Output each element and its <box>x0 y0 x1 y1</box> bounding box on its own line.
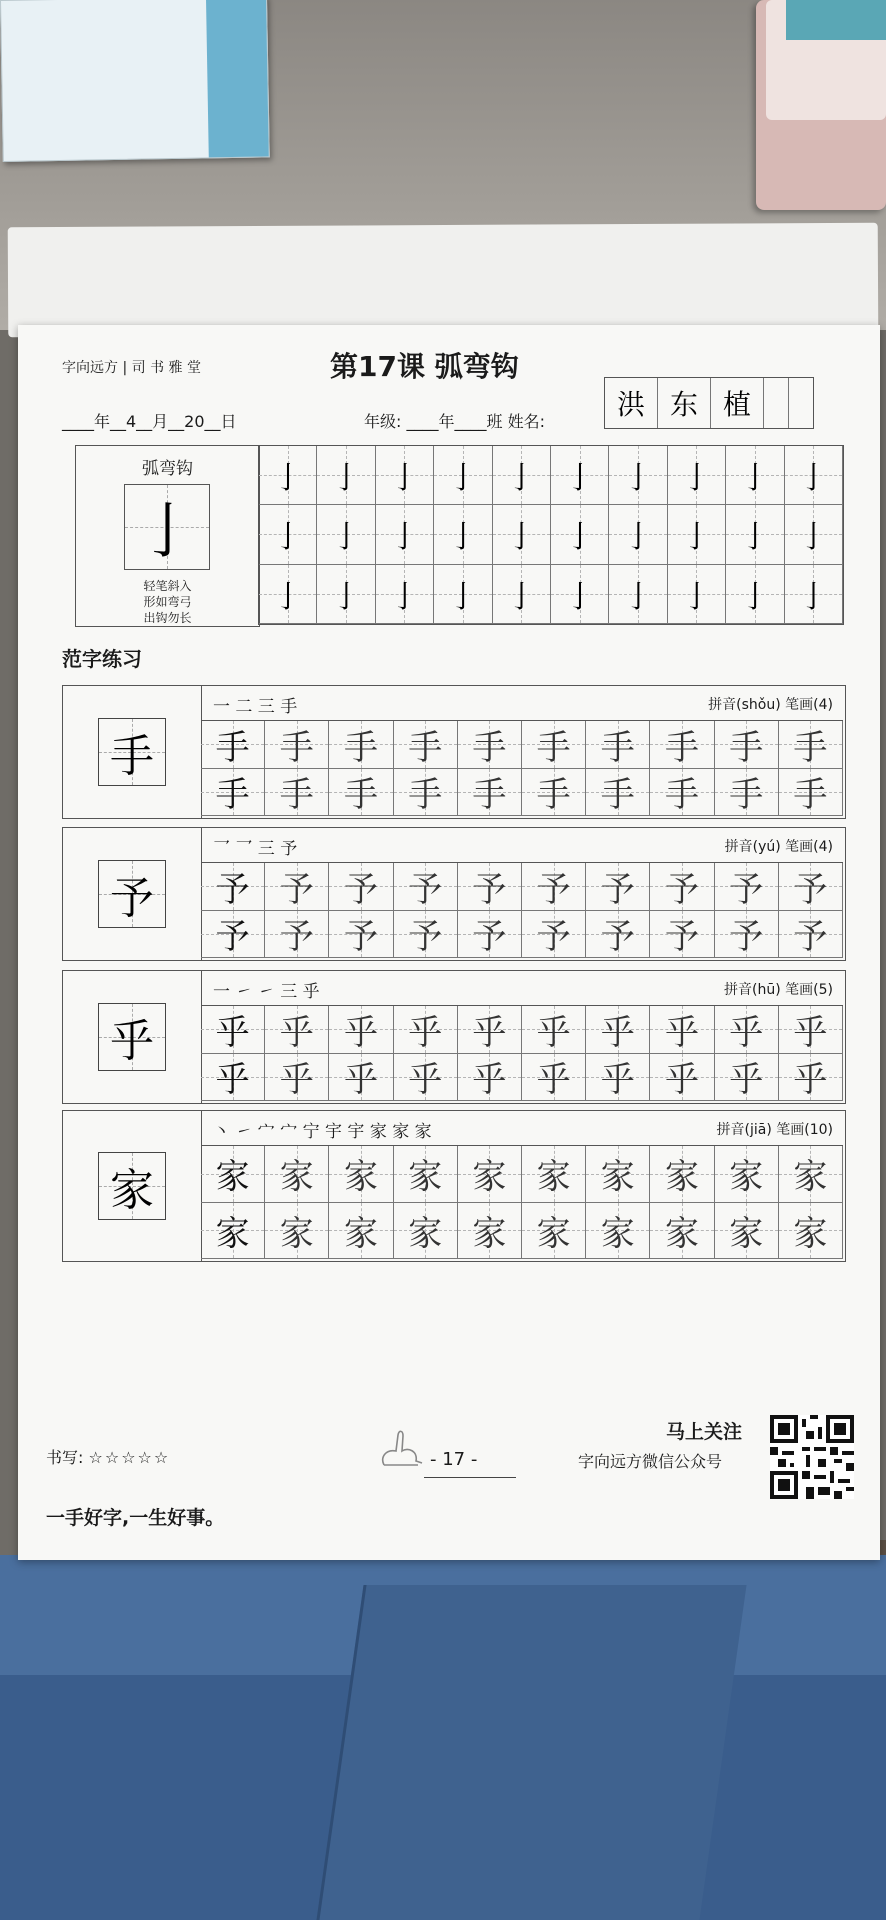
char-practice-cell: 手 <box>201 769 265 817</box>
stroke-practice-cell: 亅 <box>726 505 784 564</box>
char-practice-cell: 手 <box>265 721 329 769</box>
char-practice-cell: 予 <box>201 863 265 911</box>
model-char: 手 <box>110 731 154 782</box>
char-practice-cell: 家 <box>458 1146 522 1203</box>
char-practice-cell: 家 <box>201 1203 265 1260</box>
pinyin-strokes: 拼音(yú) 笔画(4) <box>724 839 833 855</box>
char-practice-cell: 乎 <box>522 1006 586 1054</box>
stroke-practice-cell: 亅 <box>726 446 784 505</box>
char-practice-cell: 乎 <box>715 1054 779 1102</box>
char-practice-grid <box>201 1005 843 1101</box>
page-number: - 17 - <box>430 1449 478 1470</box>
char-practice-cell: 家 <box>394 1146 458 1203</box>
stroke-practice-cell: 亅 <box>668 446 726 505</box>
char-practice-cell: 家 <box>586 1146 650 1203</box>
stroke-practice-cell: 亅 <box>493 446 551 505</box>
rating-label: 书写: <box>46 1448 84 1467</box>
char-practice-cell: 手 <box>586 769 650 817</box>
char-practice-cell: 乎 <box>586 1054 650 1102</box>
pinyin-strokes: 拼音(hū) 笔画(5) <box>724 982 833 998</box>
char-practice-cell: 家 <box>265 1203 329 1260</box>
char-practice-cell: 予 <box>586 863 650 911</box>
char-practice-cell: 手 <box>650 721 714 769</box>
char-practice-cell: 家 <box>779 1146 843 1203</box>
slogan: 一手好字,一生好事。 <box>46 1507 225 1529</box>
char-practice-cell: 家 <box>201 1146 265 1203</box>
rating-row <box>46 1445 170 1468</box>
stroke-practice-cell: 亅 <box>785 446 843 505</box>
char-practice-cell: 予 <box>458 911 522 959</box>
char-practice-cell: 予 <box>394 911 458 959</box>
char-practice-cell: 乎 <box>265 1006 329 1054</box>
char-practice-cell: 乎 <box>394 1054 458 1102</box>
char-practice-block <box>62 1110 846 1262</box>
char-practice-cell: 乎 <box>779 1054 843 1102</box>
char-practice-cell: 家 <box>458 1203 522 1260</box>
stroke-order: 一 ㇀ ㇀ 三 乎 <box>213 982 320 1002</box>
char-practice-cell: 手 <box>329 769 393 817</box>
stroke-practice-cell: 亅 <box>551 565 609 624</box>
stroke-tips: 轻笔斜入 形如弯弓 出钩勿长 <box>143 579 192 625</box>
math-workbook <box>0 0 270 162</box>
char-practice-cell: 予 <box>715 863 779 911</box>
model-char-box <box>98 718 166 786</box>
pinyin-strokes: 拼音(jiā) 笔画(10) <box>716 1122 833 1138</box>
char-practice-cell: 予 <box>650 863 714 911</box>
model-char-box <box>98 1152 166 1220</box>
char-practice-cell: 予 <box>650 911 714 959</box>
char-practice-cell: 乎 <box>650 1006 714 1054</box>
char-practice-cell: 手 <box>394 769 458 817</box>
brand-logo: 字向远方 | 司 书 雅 堂 <box>62 360 201 376</box>
stroke-practice-cell: 亅 <box>317 505 375 564</box>
stroke-demo-box <box>124 484 210 570</box>
char-practice-cell: 家 <box>265 1146 329 1203</box>
stroke-practice-cell: 亅 <box>609 446 667 505</box>
rabbit-icon <box>378 1427 430 1471</box>
char-practice-cell: 家 <box>522 1203 586 1260</box>
char-practice-cell: 予 <box>394 863 458 911</box>
char-practice-cell: 家 <box>715 1146 779 1203</box>
char-practice-cell: 乎 <box>329 1054 393 1102</box>
stroke-order: 丶 ㇀ 宀 宀 宁 宇 宇 家 家 家 <box>213 1122 432 1142</box>
char-practice-cell: 手 <box>779 721 843 769</box>
char-practice-cell: 乎 <box>329 1006 393 1054</box>
char-practice-cell: 手 <box>458 769 522 817</box>
char-practice-cell: 乎 <box>458 1054 522 1102</box>
rating-stars[interactable]: ☆☆☆☆☆ <box>88 1448 171 1467</box>
stroke-practice-cell: 亅 <box>609 565 667 624</box>
stroke-practice-grid <box>258 445 844 625</box>
stroke-practice-cell: 亅 <box>434 446 492 505</box>
char-practice-cell: 乎 <box>201 1006 265 1054</box>
stroke-practice-cell: 亅 <box>493 505 551 564</box>
char-practice-cell: 家 <box>715 1203 779 1260</box>
follow-subtitle: 字向远方微信公众号 <box>578 1452 723 1471</box>
char-practice-block <box>62 827 846 961</box>
char-practice-cell: 家 <box>329 1146 393 1203</box>
stroke-practice-cell: 亅 <box>668 505 726 564</box>
char-practice-cell: 家 <box>650 1146 714 1203</box>
stroke-practice-cell: 亅 <box>785 565 843 624</box>
char-practice-cell: 手 <box>329 721 393 769</box>
char-practice-cell: 乎 <box>394 1006 458 1054</box>
char-practice-block <box>62 970 846 1104</box>
char-practice-cell: 手 <box>394 721 458 769</box>
stroke-demo-glyph: 亅 <box>137 497 197 567</box>
char-practice-cell: 乎 <box>458 1006 522 1054</box>
char-practice-cell: 手 <box>779 769 843 817</box>
char-practice-grid <box>201 1145 843 1259</box>
stroke-practice-cell: 亅 <box>668 565 726 624</box>
char-practice-cell: 乎 <box>715 1006 779 1054</box>
model-char: 家 <box>110 1165 154 1216</box>
char-practice-cell: 手 <box>586 721 650 769</box>
stroke-practice-cell: 亅 <box>551 446 609 505</box>
stroke-practice-cell: 亅 <box>259 505 317 564</box>
char-practice-cell: 予 <box>329 863 393 911</box>
stroke-practice-cell: 亅 <box>609 505 667 564</box>
char-practice-block <box>62 685 846 819</box>
char-practice-cell: 手 <box>522 769 586 817</box>
date-line: ____年__4__月__20__日 <box>62 412 237 431</box>
char-practice-cell: 予 <box>265 863 329 911</box>
name-grid <box>604 377 814 429</box>
char-practice-cell: 家 <box>779 1203 843 1260</box>
stroke-practice-cell: 亅 <box>376 505 434 564</box>
stroke-practice-cell: 亅 <box>551 505 609 564</box>
char-practice-cell: 乎 <box>201 1054 265 1102</box>
worksheet-page <box>18 325 880 1560</box>
char-practice-cell: 予 <box>201 911 265 959</box>
model-char: 予 <box>110 873 154 924</box>
stroke-practice-cell: 亅 <box>434 565 492 624</box>
char-practice-cell: 家 <box>394 1203 458 1260</box>
stroke-order: 一 二 三 手 <box>213 697 298 717</box>
char-practice-cell: 乎 <box>522 1054 586 1102</box>
char-practice-cell: 予 <box>265 911 329 959</box>
char-practice-cell: 家 <box>522 1146 586 1203</box>
name-char: 植 <box>711 378 764 428</box>
stroke-practice-cell: 亅 <box>317 565 375 624</box>
char-practice-cell: 予 <box>522 863 586 911</box>
model-char-box <box>98 860 166 928</box>
char-practice-cell: 家 <box>329 1203 393 1260</box>
char-practice-grid <box>201 720 843 816</box>
char-practice-cell: 乎 <box>779 1006 843 1054</box>
stroke-practice-cell: 亅 <box>317 446 375 505</box>
char-practice-cell: 乎 <box>265 1054 329 1102</box>
char-practice-grid <box>201 862 843 958</box>
stroke-model-panel <box>75 445 260 627</box>
char-practice-cell: 予 <box>779 911 843 959</box>
char-practice-cell: 手 <box>522 721 586 769</box>
lesson-title: 第17课 弧弯钩 <box>330 350 519 383</box>
char-practice-cell: 予 <box>329 911 393 959</box>
stroke-order: 乛 乛 三 予 <box>213 839 298 859</box>
grade-name-line: 年级: ____年____班 姓名: <box>364 412 545 431</box>
blue-cloth <box>0 1555 886 1920</box>
char-practice-cell: 予 <box>522 911 586 959</box>
stroke-practice-cell: 亅 <box>785 505 843 564</box>
char-practice-cell: 予 <box>779 863 843 911</box>
char-practice-cell: 手 <box>458 721 522 769</box>
underlying-sheet <box>8 223 879 338</box>
stroke-practice-cell: 亅 <box>434 505 492 564</box>
char-practice-cell: 手 <box>265 769 329 817</box>
qr-code-icon[interactable] <box>770 1415 854 1499</box>
pink-container <box>756 0 886 210</box>
pinyin-strokes: 拼音(shǒu) 笔画(4) <box>708 697 833 713</box>
stroke-practice-cell: 亅 <box>376 446 434 505</box>
stroke-practice-cell: 亅 <box>493 565 551 624</box>
char-practice-cell: 予 <box>586 911 650 959</box>
section-title: 范字练习 <box>62 647 142 671</box>
char-practice-cell: 手 <box>650 769 714 817</box>
char-practice-cell: 手 <box>201 721 265 769</box>
char-practice-cell: 乎 <box>586 1006 650 1054</box>
stroke-name: 弧弯钩 <box>142 459 193 479</box>
stroke-practice-cell: 亅 <box>376 565 434 624</box>
char-practice-cell: 予 <box>458 863 522 911</box>
name-char: 东 <box>658 378 711 428</box>
stroke-practice-cell: 亅 <box>259 446 317 505</box>
char-practice-cell: 予 <box>715 911 779 959</box>
name-char: 洪 <box>605 378 658 428</box>
stroke-practice-cell: 亅 <box>259 565 317 624</box>
char-practice-cell: 家 <box>586 1203 650 1260</box>
follow-title: 马上关注 <box>666 1421 743 1443</box>
stroke-practice-cell: 亅 <box>726 565 784 624</box>
char-practice-cell: 手 <box>715 721 779 769</box>
char-practice-cell: 乎 <box>650 1054 714 1102</box>
char-practice-cell: 手 <box>715 769 779 817</box>
model-char: 乎 <box>110 1016 154 1067</box>
model-char-box <box>98 1003 166 1071</box>
char-practice-cell: 家 <box>650 1203 714 1260</box>
